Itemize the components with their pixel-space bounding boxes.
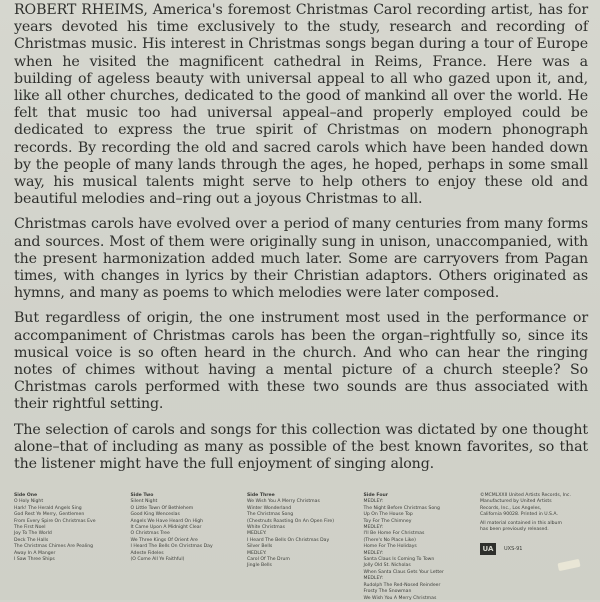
side-four-tracks	[364, 499, 468, 602]
track-item: O Holy Night	[14, 499, 44, 505]
track-item: The First Noel	[14, 525, 46, 531]
side-one-tracks	[14, 499, 118, 563]
track-item: Jingle Bells	[247, 563, 272, 569]
track-item: (O Come All Ye Faithful)	[130, 557, 185, 563]
track-item: We Wish You A Merry Christmas	[363, 595, 437, 601]
liner-notes	[14, 2, 588, 473]
track-item: The Christmas Chimes Are Pealing	[14, 544, 94, 550]
track-item: Hark! The Herald Angels Sing	[14, 505, 82, 511]
track-item: (There's No Place Like)	[363, 537, 416, 543]
side-three-column	[247, 493, 351, 597]
track-item: MEDLEY:	[247, 531, 267, 537]
previously-released-notice: All material contained in this album has been previously released.	[480, 520, 562, 533]
track-item: Jolly Old St. Nicholas	[363, 563, 411, 569]
track-item: MEDLEY:	[363, 525, 384, 531]
side-two-label: Side Two	[130, 493, 154, 498]
catalog-number: UXS-91	[504, 546, 523, 553]
track-item: Silent Night	[130, 499, 158, 505]
track-item: Adeste Fideles	[130, 550, 164, 556]
track-item: It Came Upon A Midnight Clear	[130, 525, 202, 531]
track-item: Up On The House Top	[363, 512, 413, 518]
track-item: MEDLEY:	[363, 550, 384, 556]
track-item: I Saw Three Ships	[14, 557, 55, 563]
track-item: God Rest Ye Merry, Gentlemen	[14, 512, 85, 518]
side-four-column	[363, 493, 468, 601]
track-item: I Heard The Bells On Christmas Day	[130, 544, 213, 550]
liner-notes-paragraph-3: But regardless of origin, the one instrument most used in the performance or accompaniment of Christmas carols has been the organ–rightfully so, since its musical voice is so often heard in the church. And who can hear the ringing notes of chimes without having a mental picture of a church steeple? So Christmas carols performed with these two sounds are thus associated with their rightful setting.	[14, 310, 588, 413]
side-three-tracks	[247, 499, 351, 569]
track-item: Joy To The World	[14, 531, 52, 537]
track-item: Silver Bells	[247, 544, 273, 550]
track-item: When Santa Claus Gets Your Letter	[363, 569, 444, 575]
track-item: Winter Wonderland	[247, 505, 292, 511]
track-item: Frosty The Snowman	[363, 589, 412, 595]
side-one-column	[14, 493, 118, 597]
united-artists-logo-icon: UA	[480, 543, 496, 555]
tracklist	[14, 493, 592, 601]
track-item: MEDLEY:	[363, 499, 384, 505]
track-item: (Chestnuts Roasting On An Open Fire)	[247, 518, 334, 524]
copyright-notice: ©MCMLXXII United Artists Records, Inc. Manufactured by United Artists Records, Inc., Los Angeles, California 90028. Printed in U.S.A.	[480, 493, 571, 518]
track-item: Home For The Holidays	[363, 544, 417, 550]
track-item: Toy For The Chimney	[363, 518, 412, 524]
track-item: I Heard The Bells On Christmas Day	[247, 537, 330, 543]
track-item: We Three Kings Of Orient Are	[130, 537, 198, 543]
liner-notes-paragraph-4: The selection of carols and songs for this collection was dictated by one thought alone–that of including as many as possible of the best known favorites, so that the listener might have the full enjoyment of singing along.	[14, 421, 588, 473]
side-four-label: Side Four	[363, 493, 389, 498]
side-one-label: Side One	[14, 493, 38, 498]
liner-notes-paragraph-1: ROBERT RHEIMS, America's foremost Christmas Carol recording artist, has for years devoted his time exclusively to the study, research and recording of Christmas music. His interest in Christmas songs began during a tour of Europe when he visited the magnificent cathedral in Reims, France. Here was a building of ageless beauty with universal appeal to all who gazed upon it, and, like all other churches, dedicated to the good of mankind all over the world. He felt that music too had universal appeal–and properly employed could be dedicated to express the true spirit of Christmas on modern phonograph records. By recording the old and sacred carols which have been handed down by the people of many lands through the ages, he hoped, perhaps in some small way, his musical talents might serve to help others to enjoy these old and beautiful melodies and–ring out a joyous Christmas to all.	[14, 2, 588, 208]
track-item: Angels We Have Heard On High	[130, 518, 204, 524]
track-item: I'll Be Home For Christmas	[363, 531, 425, 537]
track-item: White Christmas	[247, 525, 285, 531]
side-three-label: Side Three	[247, 493, 275, 498]
side-two-column	[131, 493, 235, 597]
track-item: O Little Town Of Bethlehem	[130, 505, 194, 511]
track-item: Carol Of The Drum	[247, 557, 290, 563]
side-two-tracks	[131, 499, 235, 563]
track-item: From Every Spire On Christmas Eve	[14, 518, 96, 524]
track-item: Santa Claus Is Coming To Town	[363, 557, 435, 563]
track-item: The Night Before Christmas Song	[363, 505, 440, 511]
track-item: Good King Wenceslas	[130, 512, 180, 518]
liner-notes-paragraph-2: Christmas carols have evolved over a period of many centuries from many forms and sources. Most of them were originally sung in unison, unaccompanied, with the present harmonization added much later. Some are carryovers from Pagan times, with changes in lyrics by their Christian adaptors. Others originated as hymns, and many as poems to which melodies were later composed.	[14, 216, 588, 302]
track-item: The Christmas Song	[247, 512, 294, 518]
track-item: O Christmas Tree	[130, 531, 170, 537]
label-logo-row	[480, 543, 592, 555]
credits-column	[480, 493, 592, 597]
track-item: Away In A Manger	[14, 550, 56, 556]
track-item: Deck The Halls	[14, 537, 49, 543]
track-item: MEDLEY:	[363, 576, 384, 582]
track-item: Rudolph The Red-Nosed Reindeer	[363, 582, 441, 588]
track-item: We Wish You A Merry Christmas	[247, 499, 320, 505]
track-item: MEDLEY:	[247, 550, 267, 556]
